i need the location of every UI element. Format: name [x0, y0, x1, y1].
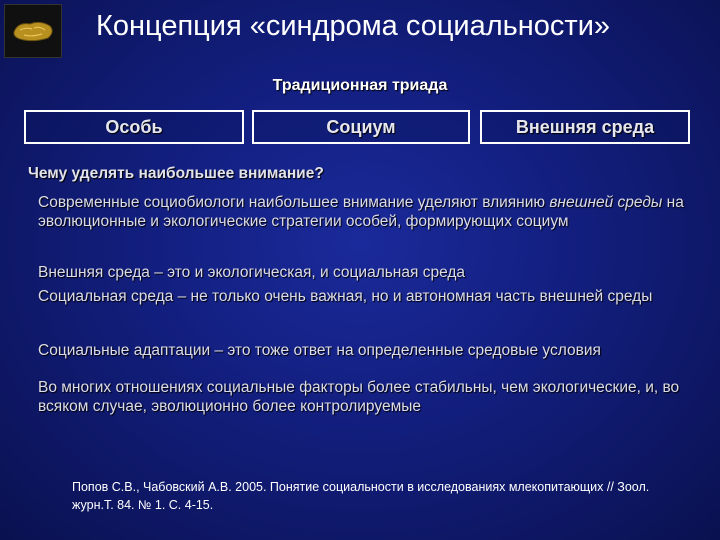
logo	[4, 4, 62, 58]
reference: Попов С.В., Чабовский А.В. 2005. Понятие социальности в исследованиях млекопитающих // Зоол. журн.Т. 84. № 1. С. 4-15.	[72, 480, 650, 512]
question-heading: Чему уделять наибольшее внимание?	[28, 165, 324, 182]
triad-box-society: Социум	[252, 110, 470, 144]
paragraph-sociobiologists	[38, 193, 698, 231]
para1-emphasis: внешней среды	[549, 194, 663, 211]
triad-box-individual: Особь	[24, 110, 244, 144]
para1-text-end: на эволюционные и экологические стратегии особей, формирующих социум	[38, 194, 684, 230]
triad-title: Традиционная триада	[272, 77, 448, 94]
paragraph-environment-line2: Социальная среда – не только очень важная, но и автономная часть внешней среды	[38, 288, 653, 305]
paragraph-social-factors: Во многих отношениях социальные факторы более стабильны, чем экологические, и, во всяком случае, эволюционно более контролируемые	[38, 379, 680, 415]
paragraph-social-adaptations: Социальные адаптации – это тоже ответ на определенные средовые условия	[38, 342, 601, 359]
paragraph-environment-line1: Внешняя среда – это и экологическая, и социальная среда	[38, 264, 466, 281]
para1-text: Современные социобиологи наибольшее внимание уделяют влиянию	[38, 194, 550, 211]
gold-nugget-icon	[10, 18, 56, 44]
slide-title: Концепция «синдрома социальности»	[96, 10, 611, 42]
triad-box-environment: Внешняя среда	[480, 110, 690, 144]
